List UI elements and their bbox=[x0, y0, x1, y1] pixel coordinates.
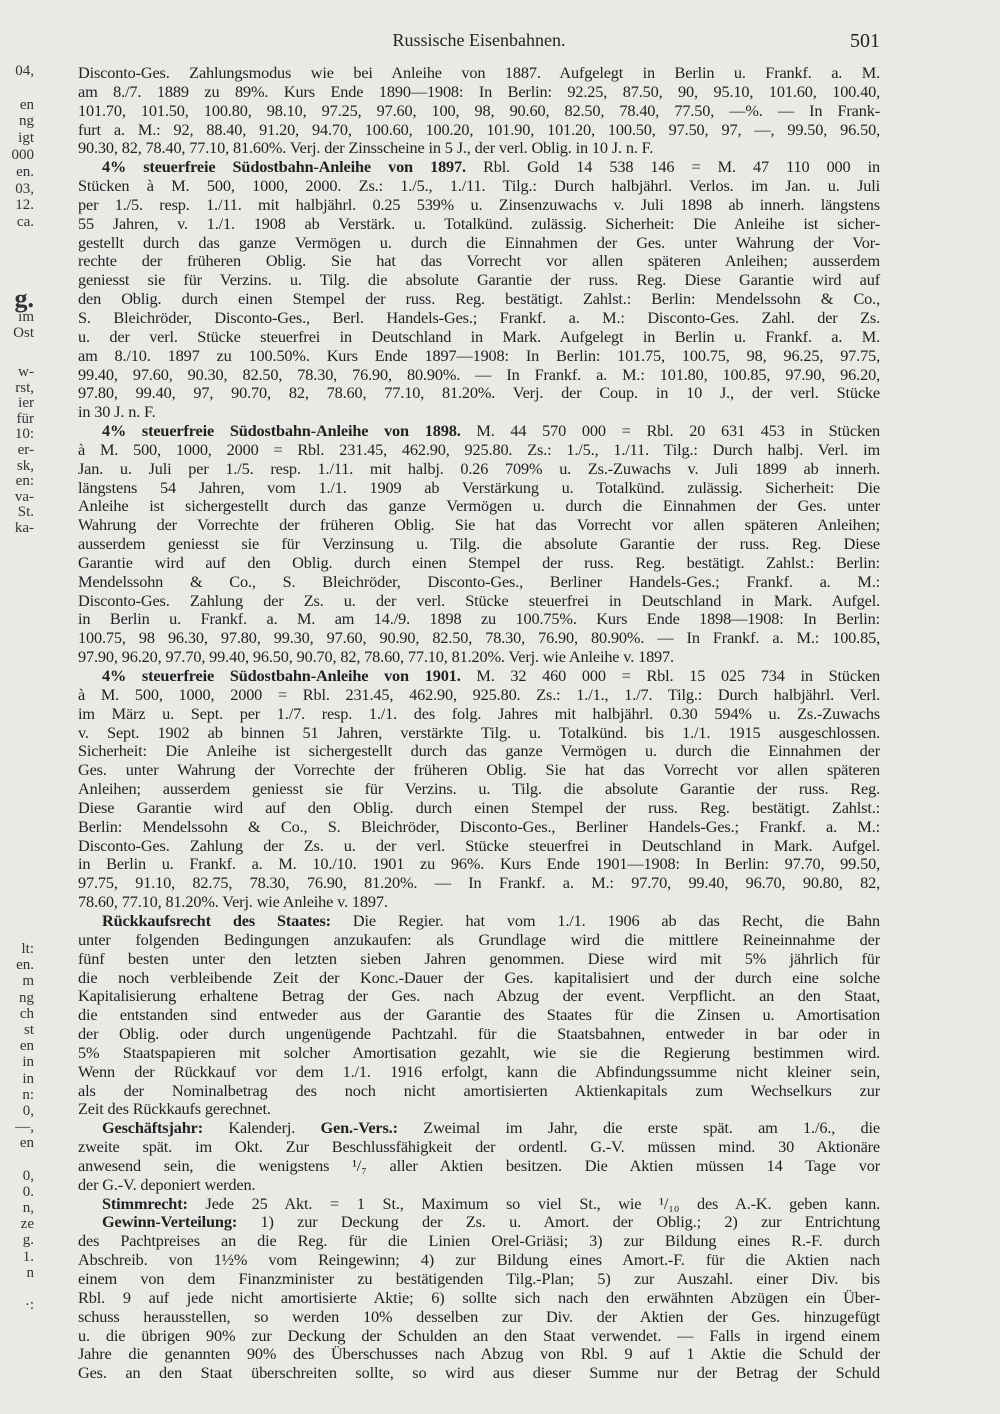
text-line bbox=[78, 384, 880, 403]
line-text: Wenn der Rückkauf vor dem 1./1. 1916 erfolgt, kann die Abfindungssumme nicht kleiner sein, bbox=[78, 1061, 880, 1081]
line-text: Rbl. 9 auf jede nicht amortisierte Aktie; 6) sollte sich nach den erwähnten Abzügen ein Über- bbox=[78, 1287, 880, 1307]
text-line bbox=[78, 252, 880, 271]
line-text: fünf besten unter den letzten sieben Jahren genommen. Diese wird mit 5% jährlich für bbox=[78, 948, 880, 968]
margin-fragment: St. bbox=[17, 504, 34, 521]
text-line bbox=[78, 516, 880, 535]
line-text: Kalenderj. bbox=[203, 1118, 321, 1138]
margin-fragment: 10: bbox=[14, 426, 34, 443]
text-line bbox=[78, 648, 880, 667]
text-line bbox=[78, 705, 880, 724]
line-text: 99.40, 97.60, 90.30, 82.50, 78.30, 76.90, 80.90%. — In Frankf. a. M.: 101.80, 100.85, 97.90, 96.20, bbox=[78, 364, 880, 384]
line-text: Mendelssohn & Co., S. Bleichröder, Disconto-Ges., Berliner Handels-Ges.; Frankf. a. M.: bbox=[78, 571, 880, 591]
line-text: u. die übrigen 90% zur Deckung der Schulden an den Staat verwendet. — Falls in irgend einem bbox=[78, 1325, 880, 1345]
text-line bbox=[78, 83, 880, 102]
line-text: Disconto-Ges. Zahlungsmodus wie bei Anleihe von 1887. Aufgelegt in Berlin u. Frankf. a. M. bbox=[78, 63, 880, 82]
margin-fragment: ch bbox=[19, 1005, 34, 1022]
line-text: schuss herausstellen, so werden 10% desselben zur Div. der Aktien der Ges. hinzugefügt bbox=[78, 1306, 880, 1326]
text-line bbox=[78, 931, 880, 950]
paragraph-first-line bbox=[78, 912, 880, 931]
line-text: Stücken à M. 500, 1000, 2000. Zs.: 1./5., 1./11. Tilg.: Durch halbjährl. Verlos. im Jan. u. Juli bbox=[78, 176, 880, 196]
line-text: Anleihe ist sichergestellt durch das ganze Vermögen u. durch die Einnahmen der Ges. unter bbox=[78, 496, 880, 516]
text-line bbox=[78, 234, 880, 253]
line-text: der Oblig. oder durch ungenügende Pachtzahl. für die Staatsbahnen, entweder in bar oder in bbox=[78, 1024, 880, 1044]
text-line bbox=[78, 818, 880, 837]
text-line bbox=[78, 874, 880, 893]
line-text: in 30 J. n. F. bbox=[78, 402, 156, 422]
line-text: per 1./5. resp. 1./11. mit halbjährl. 0.25 539% u. Zinsenzuwachs v. Juli 1898 ab innerh. längstens bbox=[78, 194, 880, 214]
line-text: 1) zur Deckung der Zs. u. Amort. der Oblig.; 2) zur Entrichtung bbox=[237, 1212, 880, 1232]
line-text: 97.80, 99.40, 97, 90.70, 82, 78.60, 77.10, 81.20%. Verj. der Coup. in 10 J., der verl. Stücke bbox=[78, 383, 880, 403]
text-line bbox=[78, 610, 880, 629]
text-line bbox=[78, 196, 880, 215]
text-line bbox=[78, 799, 880, 818]
line-text: einem von dem Finanzminister zu bestätigenden Tilg.-Plan; 5) zur Auszahl. einer Div. bis bbox=[78, 1269, 880, 1288]
line-text: gestellt durch das ganze Vermögen u. durch die Einnahmen der Ges. unter Wahrung der Vor- bbox=[78, 232, 880, 252]
text-line bbox=[78, 742, 880, 761]
margin-fragment: en bbox=[19, 1038, 34, 1055]
text-line bbox=[78, 441, 880, 460]
text-line bbox=[78, 1232, 880, 1251]
text-line bbox=[78, 121, 880, 140]
text-line bbox=[78, 535, 880, 554]
line-text: Diese Garantie wird auf den Oblig. durch einen Stempel der russ. Reg. bestätigt. Zahlst.: bbox=[78, 797, 880, 817]
margin-fragment: —, bbox=[15, 1119, 34, 1136]
bold-heading: Geschäftsjahr: bbox=[102, 1118, 203, 1138]
margin-fragment: en. bbox=[16, 957, 34, 974]
margin-fragment: sk, bbox=[16, 457, 34, 474]
line-text: furt a. M.: 92, 88.40, 91.20, 94.70, 100.60, 100.20, 101.90, 101.20, 100.50, 97.50, 97, —, 99.50, 96.50, bbox=[78, 119, 880, 139]
line-text: u. der verl. Stücke steuerfrei in Deutschland in Mark. Aufgelegt in Berlin u. Frankf. a. M. bbox=[78, 326, 880, 346]
line-text: à M. 500, 1000, 2000 = Rbl. 231.45, 462.90, 925.80. Zs.: 1./5., 1./11. Tilg.: Durch halbj. Verl. im bbox=[78, 439, 880, 459]
margin-fragment: w- bbox=[18, 364, 34, 380]
text-line bbox=[78, 1289, 880, 1308]
margin-fragment: 000 bbox=[11, 146, 34, 163]
margin-fragment: en: bbox=[15, 473, 34, 490]
paragraph-first-line bbox=[78, 1195, 880, 1214]
text-line bbox=[78, 403, 880, 422]
line-text: rechte der früheren Oblig. Sie hat das Vorrecht vor allen späteren Anleihen; ausserdem bbox=[78, 251, 880, 271]
line-text: Zeit des Rückkaufs gerechnet. bbox=[78, 1099, 271, 1119]
text-line bbox=[78, 1100, 880, 1119]
text-line bbox=[78, 1364, 880, 1383]
line-text: Kapitalisierung erhaltene Betrag der Ges. nach Abzug der event. Verpflicht. an den Staat, bbox=[78, 986, 880, 1006]
margin-fragment: en bbox=[19, 96, 34, 113]
line-text: Zweimal im Jahr, die erste spät. am 1./6., die bbox=[397, 1118, 880, 1138]
text-line bbox=[78, 497, 880, 516]
margin-fragment bbox=[0, 81, 34, 98]
line-text: des Pachtpreises an die Reg. für die Linien Orel-Griäsi; 3) zur Bildung eines R.-F. durch bbox=[78, 1231, 880, 1251]
line-text: v. Sept. 1902 ab binnen 51 Jahren, verstärkte Tilg. u. Totalkünd. bis 1./1. 1915 ausgeschlossen. bbox=[78, 722, 880, 742]
text-line bbox=[78, 328, 880, 347]
line-text: Jan. u. Juli per 1./5. resp. 1./11. mit halbj. 0.26 709% u. Zs.-Zuwachs v. Juli 1899 ab innerh. bbox=[78, 458, 880, 478]
line-text: Berlin: Mendelssohn & Co., S. Bleichröder, Disconto-Ges., Berliner Handels-Ges.; Frankf. a. M.: bbox=[78, 816, 880, 836]
text-line bbox=[78, 102, 880, 121]
line-text: S. Bleichröder, Disconto-Ges., Berl. Handels-Ges.; Frankf. a. M.: Disconto-Ges. Zahl. der Zs. bbox=[78, 307, 880, 327]
text-line bbox=[78, 460, 880, 479]
margin-fragment: va- bbox=[14, 488, 34, 505]
text-line bbox=[78, 1157, 880, 1176]
margin-fragment: en bbox=[19, 1135, 34, 1152]
text-line bbox=[78, 761, 880, 780]
margin-fragment: ca. bbox=[16, 214, 34, 231]
line-text: Disconto-Ges. Zahlung der Zs. u. der verl. Stücke steuerfrei in Deutschland in Mark. Aufgel. bbox=[78, 590, 880, 610]
text-line bbox=[78, 1025, 880, 1044]
margin-fragment: er- bbox=[17, 441, 34, 458]
bold-heading: Rückkaufsrecht des Staates: bbox=[102, 910, 331, 930]
line-text: 97.75, 91.10, 82.75, 78.30, 76.90, 81.20%. — In Frankf. a. M.: 97.70, 99.40, 96.70, 90.80, 82, bbox=[78, 873, 880, 893]
line-text: Sicherheit: Die Anleihe ist sichergestellt durch das ganze Vermögen u. durch die Einnahmen der bbox=[78, 741, 880, 761]
line-text: Anleihen; ausserdem geniesst sie für Verzins. u. Tilg. die absolute Garantie der russ. Reg. bbox=[78, 779, 880, 799]
text-line bbox=[78, 290, 880, 309]
adjacent-page-margin-top bbox=[0, 64, 34, 232]
text-line bbox=[78, 1176, 880, 1195]
line-text: unter folgenden Bedingungen anzukaufen: als Grundlage wird die mittlere Reineinnahme der bbox=[78, 929, 880, 949]
bold-heading: 4% steuerfreie Südostbahn-Anleihe von 1898. bbox=[102, 421, 461, 441]
margin-fragment bbox=[0, 1282, 34, 1298]
margin-fragment: für bbox=[16, 410, 34, 427]
text-line bbox=[78, 366, 880, 385]
line-text: Rbl. Gold 14 538 146 = M. 47 110 000 in bbox=[465, 157, 881, 177]
line-text: Ges. an den Staat überschreiten sollte, so wird aus dieser Summe nur der Betrag der Schuld bbox=[78, 1363, 880, 1383]
text-line bbox=[78, 724, 880, 743]
margin-fragment: en. bbox=[16, 163, 34, 180]
text-line bbox=[78, 893, 880, 912]
paragraph-first-line bbox=[78, 1119, 880, 1138]
line-text: in Berlin u. Frankf. a. M. 10./10. 1901 zu 96%. Kurs Ende 1901—1908: In Berlin: 97.70, 99.50, bbox=[78, 854, 880, 874]
text-line bbox=[78, 1251, 880, 1270]
line-text: à M. 500, 1000, 2000 = Rbl. 231.45, 462.90, 925.80. Zs.: 1./1., 1./7. Tilg.: Durch halbjährl. Verl. bbox=[78, 684, 880, 704]
line-text: den Oblig. durch einen Stempel der russ. Reg. bestätigt. Zahlst.: Berlin: Mendelssohn & Co., bbox=[78, 289, 880, 309]
line-text: 78.60, 77.10, 81.20%. Verj. wie Anleihe v. 1897. bbox=[78, 892, 388, 912]
line-text: 90.30, 82, 78.40, 77.10, 81.60%. Verj. der Zinsscheine in 5 J., der verl. Oblig. in 10 J. n. F. bbox=[78, 138, 654, 158]
bold-heading: 4% steuerfreie Südostbahn-Anleihe von 1901. bbox=[102, 666, 461, 685]
margin-fragment: 04, bbox=[15, 63, 34, 79]
line-text: am 8./7. 1889 zu 89%. Kurs Ende 1890—1908: In Berlin: 92.25, 87.50, 90, 95.10, 101.60, 100.40, bbox=[78, 81, 880, 101]
margin-fragment: ka- bbox=[14, 519, 34, 536]
text-line bbox=[78, 1327, 880, 1346]
line-text: M. 32 460 000 = Rbl. 15 025 734 in Stücken bbox=[460, 666, 881, 685]
bold-heading: Gewinn-Verteilung: bbox=[102, 1212, 238, 1232]
line-text: Die Regier. hat vom 1./1. 1906 ab das Recht, die Bahn bbox=[330, 910, 880, 930]
paragraph-first-line bbox=[78, 1213, 880, 1232]
margin-fragment: ng bbox=[19, 989, 34, 1006]
text-line bbox=[78, 1044, 880, 1063]
adjacent-page-margin-lower bbox=[0, 365, 34, 537]
text-line bbox=[78, 969, 880, 988]
margin-fragment: ze bbox=[20, 1216, 34, 1233]
line-text: Jahre die genannten 90% des Überschusses nach Abzug von Rbl. 9 auf 1 Aktie die Schuld der bbox=[78, 1344, 880, 1364]
margin-fragment: 03, bbox=[15, 180, 34, 197]
margin-fragment: n, bbox=[22, 1200, 34, 1216]
line-text: längstens 54 Jahren, vom 1./1. 1909 ab Verstärkung u. Totalkünd. zulässig. Sicherheit: Die bbox=[78, 477, 880, 497]
text-line bbox=[78, 347, 880, 366]
text-line bbox=[78, 855, 880, 874]
text-line bbox=[78, 64, 880, 83]
text-line bbox=[78, 1308, 880, 1327]
line-text: Disconto-Ges. Zahlung der Zs. u. der verl. Stücke steuerfrei in Deutschland in Mark. Aufgel. bbox=[78, 835, 880, 855]
text-line bbox=[78, 1270, 880, 1289]
margin-fragment: Ost bbox=[13, 324, 34, 341]
bold-heading: 4% steuerfreie Südostbahn-Anleihe von 1897. bbox=[102, 157, 466, 177]
adjacent-page-margin-mid bbox=[0, 284, 34, 341]
bold-heading: Gen.-Vers.: bbox=[320, 1118, 398, 1138]
line-text: 55 Jahren, v. 1./1. 1908 ab Verstärk. u. Totalkünd. zulässig. Sicherheit: Die Anleihe ist sicher- bbox=[78, 213, 880, 233]
text-line bbox=[78, 1138, 880, 1157]
text-line bbox=[78, 215, 880, 234]
page-number: 501 bbox=[850, 30, 880, 52]
text-line bbox=[78, 950, 880, 969]
page-header bbox=[78, 30, 880, 54]
line-text: Garantie wird auf den Oblig. durch einen Stempel der russ. Reg. bestätigt. Zahlst.: Berlin: bbox=[78, 552, 880, 572]
line-text: im März u. Sept. per 1./7. resp. 1./1. des folg. Jahres mit halbjährl. 0.30 594% u. Zs.-Zuwachs bbox=[78, 703, 880, 723]
bold-heading: Stimmrecht: bbox=[102, 1193, 188, 1213]
text-line bbox=[78, 780, 880, 799]
paragraph-first-line bbox=[78, 667, 880, 686]
line-text: Abschreib. von 1½% vom Reingewinn; 4) zur Bildung eines Amort.-F. für die Aktien nach bbox=[78, 1250, 880, 1270]
line-text: der G.-V. deponiert werden. bbox=[78, 1174, 256, 1194]
text-line bbox=[78, 1082, 880, 1101]
text-line bbox=[78, 271, 880, 290]
line-text: zweite spät. im Okt. Zur Beschlussfähigkeit der ordentl. G.-V. müssen mind. 30 Aktionäre bbox=[78, 1137, 880, 1157]
line-text: die entstanden sind entweder aus der Garantie des Staates für die Zinsen u. Amortisation bbox=[78, 1005, 880, 1025]
margin-fragment: ım bbox=[18, 309, 34, 325]
text-line bbox=[78, 309, 880, 328]
line-text: geniesst sie für Verzins. u. Tilg. die absolute Garantie der russ. Reg. Diese Garantie wird auf bbox=[78, 270, 880, 290]
line-text: Jede 25 Akt. = 1 St., Maximum so viel St., wie ¹/₁₀ des A.-K. geben kann. bbox=[187, 1193, 880, 1213]
margin-fragment: ng bbox=[19, 113, 34, 130]
text-line bbox=[78, 987, 880, 1006]
text-line bbox=[78, 592, 880, 611]
paragraph-first-line bbox=[78, 422, 880, 441]
margin-fragment: 0. bbox=[22, 1183, 34, 1200]
margin-fragment: 0, bbox=[22, 1167, 34, 1184]
margin-fragment: igt bbox=[18, 130, 34, 147]
line-text: M. 44 570 000 = Rbl. 20 631 453 in Stücken bbox=[460, 421, 881, 441]
margin-fragment: g. bbox=[14, 284, 34, 313]
margin-fragment: rst, bbox=[15, 379, 34, 396]
margin-fragment: n: bbox=[22, 1086, 34, 1103]
margin-fragment: in bbox=[22, 1070, 34, 1087]
text-line bbox=[78, 139, 880, 158]
line-text: die noch verbleibende Zeit der Konc.-Dauer der Ges. kapitalisiert und der durch eine solche bbox=[78, 967, 880, 987]
running-title: Russische Eisenbahnen. bbox=[392, 30, 566, 50]
line-text: ausserdem geniesst sie für Verzinsung u. Tilg. die absolute Garantie der russ. Reg. Diese bbox=[78, 534, 880, 554]
margin-fragment: ier bbox=[18, 395, 34, 412]
text-line bbox=[78, 837, 880, 856]
margin-fragment: 0, bbox=[22, 1102, 34, 1119]
text-line bbox=[78, 1006, 880, 1025]
text-line bbox=[78, 177, 880, 196]
text-line bbox=[78, 479, 880, 498]
line-text: 101.70, 101.50, 100.80, 98.10, 97.25, 97.60, 100, 98, 90.60, 82.50, 78.40, 77.50, —%. — In Frank- bbox=[78, 100, 880, 120]
line-text: 97.90, 96.20, 97.70, 99.40, 96.50, 90.70, 82, 78.60, 77.10, 81.20%. Verj. wie Anleihe v. 1897. bbox=[78, 647, 674, 667]
text-line bbox=[78, 1345, 880, 1364]
margin-fragment: st bbox=[23, 1021, 34, 1038]
document-body bbox=[78, 64, 880, 1383]
paragraph-first-line bbox=[78, 158, 880, 177]
text-line bbox=[78, 573, 880, 592]
margin-fragment: in bbox=[22, 1054, 34, 1071]
line-text: Ges. unter Wahrung der Vorrechte der früheren Oblig. Sie hat das Vorrecht vor allen späteren bbox=[78, 760, 880, 780]
text-line bbox=[78, 629, 880, 648]
line-text: in Berlin u. Frankf. a. M. am 14./9. 1898 zu 100.75%. Kurs Ende 1898—1908: In Berlin: bbox=[78, 609, 880, 629]
text-line bbox=[78, 686, 880, 705]
margin-fragment: g. bbox=[22, 1232, 34, 1249]
margin-fragment bbox=[0, 1152, 34, 1168]
line-text: Wahrung der Vorrechte der früheren Oblig. Sie hat das Vorrecht vor allen späteren Anleihen; bbox=[78, 515, 880, 535]
line-text: am 8./10. 1897 zu 100.50%. Kurs Ende 1897—1908: In Berlin: 101.75, 100.75, 98, 96.25, 97.75, bbox=[78, 345, 880, 365]
margin-fragment: ·: bbox=[24, 1297, 34, 1314]
line-text: als der Nominalbetrag des noch nicht amortisierten Aktienkapitals zum Wechselkurs zur bbox=[78, 1080, 880, 1100]
margin-fragment: n bbox=[26, 1264, 34, 1281]
margin-fragment: lt: bbox=[21, 941, 34, 957]
margin-fragment: 12. bbox=[15, 197, 34, 214]
margin-fragment: 1. bbox=[22, 1248, 34, 1265]
text-line bbox=[78, 1063, 880, 1082]
line-text: anwesend sein, die wenigstens ¹/₇ aller Aktien besitzen. Die Aktien müssen 14 Tage vor bbox=[78, 1155, 880, 1175]
adjacent-page-margin-bottom bbox=[0, 942, 34, 1314]
line-text: 5% Staatspapieren mit solcher Amortisation gezahlt, wie sie die Regierung bestimmen wird. bbox=[78, 1042, 880, 1062]
text-line bbox=[78, 554, 880, 573]
margin-fragment: m bbox=[22, 973, 34, 990]
line-text: 100.75, 98 96.30, 97.80, 99.30, 97.60, 90.90, 82.50, 78.30, 76.90, 80.90%. — In Frankf. a. M.: 100.85, bbox=[78, 628, 880, 648]
